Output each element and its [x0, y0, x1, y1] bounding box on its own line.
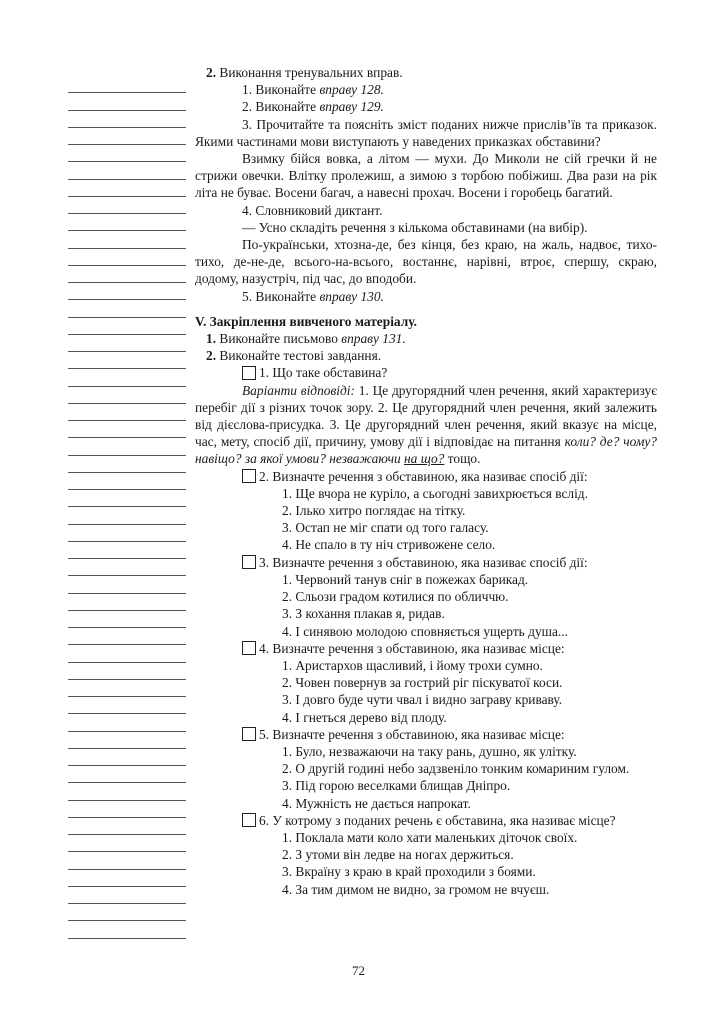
margin-note-line	[68, 111, 186, 128]
answer-checkbox[interactable]	[242, 813, 256, 827]
answer-option: 1. Аристархов щасливий, і йому трохи сумно.	[282, 657, 543, 673]
step-heading: 1. Виконайте письмово вправу 131.	[206, 331, 406, 347]
answer-option: 4. І гнеться дерево від плоду.	[282, 709, 447, 725]
answer-checkbox[interactable]	[242, 469, 256, 483]
margin-note-line	[68, 162, 186, 179]
margin-note-line	[68, 197, 186, 214]
margin-note-line	[68, 542, 186, 559]
margin-note-lines	[68, 76, 186, 939]
margin-note-line	[68, 611, 186, 628]
margin-note-line	[68, 249, 186, 266]
margin-note-line	[68, 663, 186, 680]
margin-note-line	[68, 387, 186, 404]
margin-note-line	[68, 732, 186, 749]
margin-note-line	[68, 835, 186, 852]
margin-note-line	[68, 921, 186, 938]
margin-note-line	[68, 525, 186, 542]
answer-option: 2. О другій годині небо задзвеніло тонким комариним гулом.	[282, 761, 630, 777]
margin-note-line	[68, 456, 186, 473]
margin-note-line	[68, 559, 186, 576]
answer-option: 3. І довго буде чути чвал і видно заграву криваву.	[282, 692, 563, 708]
margin-note-line	[68, 852, 186, 869]
test-question: 6. У котрому з поданих речень є обставина, яка називає місце?	[195, 812, 657, 829]
margin-note-line	[68, 628, 186, 645]
margin-note-line	[68, 283, 186, 300]
margin-note-line	[68, 594, 186, 611]
margin-note-line	[68, 214, 186, 231]
margin-note-line	[68, 266, 186, 283]
answer-option: 4. І синявою молодою сповняється ущерть душа...	[282, 623, 568, 639]
margin-note-line	[68, 231, 186, 248]
margin-note-line	[68, 300, 186, 317]
exercise-item: 1. Виконайте вправу 128.	[242, 82, 384, 98]
exercise-item: 4. Словниковий диктант.	[242, 202, 383, 218]
answer-option: 1. Червоний танув сніг в пожежах барикад.	[282, 571, 529, 587]
test-question: 4. Визначте речення з обставиною, яка називає місце:	[195, 640, 657, 657]
margin-note-line	[68, 404, 186, 421]
exercise-item: 2. Виконайте вправу 129.	[242, 99, 384, 115]
margin-note-line	[68, 421, 186, 438]
answer-option: 2. Сльози градом котилися по обличчю.	[282, 589, 509, 605]
margin-note-line	[68, 180, 186, 197]
answer-checkbox[interactable]	[242, 555, 256, 569]
margin-note-line	[68, 335, 186, 352]
margin-note-line	[68, 128, 186, 145]
task-text: — Усно складіть речення з кількома обставинами (на вибір).	[242, 219, 588, 235]
margin-note-line	[68, 749, 186, 766]
answer-option: 3. Під горою веселками блищав Дніпро.	[282, 778, 511, 794]
answer-option: 3. Вкраїну з краю в край проходили з боями.	[282, 864, 536, 880]
margin-note-line	[68, 369, 186, 386]
step-heading: 2. Виконайте тестові завдання.	[206, 348, 382, 364]
margin-note-line	[68, 887, 186, 904]
answer-option: 4. Мужність не дається напрокат.	[282, 795, 471, 811]
section-heading: V. Закріплення вивченого матеріалу.	[195, 313, 417, 329]
margin-note-line	[68, 507, 186, 524]
lesson-content	[195, 64, 657, 898]
answer-option: 4. За тим димом не видно, за громом не вчуєш.	[282, 881, 550, 897]
exercise-item: 5. Виконайте вправу 130.	[242, 288, 384, 304]
margin-note-line	[68, 697, 186, 714]
answer-option: 1. Поклала мати коло хати маленьких діточок своїх.	[282, 829, 578, 845]
margin-note-line	[68, 801, 186, 818]
margin-note-line	[68, 93, 186, 110]
answer-option: 1. Ще вчора не куріло, а сьогодні завихрюється вслід.	[282, 485, 588, 501]
test-question: 5. Визначте речення з обставиною, яка називає місце:	[195, 726, 657, 743]
margin-note-line	[68, 438, 186, 455]
answer-option: 2. Ілько хитро поглядає на тітку.	[282, 503, 466, 519]
margin-note-line	[68, 352, 186, 369]
step-heading: 2. Виконання тренувальних вправ.	[206, 65, 403, 80]
answer-checkbox[interactable]	[242, 641, 256, 655]
test-question: 2. Визначте речення з обставиною, яка називає спосіб дії:	[195, 468, 657, 485]
answer-checkbox[interactable]	[242, 727, 256, 741]
margin-note-line	[68, 818, 186, 835]
answer-option: 2. З утоми він ледве на ногах держиться.	[282, 847, 514, 863]
answer-option: 1. Було, незважаючи на таку рань, душно, як улітку.	[282, 743, 577, 759]
answer-option: 3. З кохання плакав я, ридав.	[282, 606, 445, 622]
answer-variants: Варіанти відповіді: 1. Це другорядний член речення, який характеризує перебіг дії з різних точок зору. 2. Це другорядний член речення, який залежить від дієслова-присудка. 3. Це другорядний член речення, який вказує на місце, час, мету, спосіб дії, причину, умову дії і відповідає на питання коли? де? чому? навіщо? за якої умови? незважаючи на що? тощо.	[195, 382, 658, 467]
test-question: 3. Визначте речення з обставиною, яка називає спосіб дії:	[195, 554, 657, 571]
answer-option: 4. Не спало в ту ніч стривожене село.	[282, 537, 496, 553]
dictation-words: По-українськи, хтозна-де, без кінця, без краю, на жаль, надвоє, тихо-тихо, де-не-де, всього-на-всього, востаннє, нарівні, втроє, спершу, скраю, додому, назустріч, під час, до вподоби.	[195, 237, 657, 287]
answer-option: 3. Остап не міг спати од того галасу.	[282, 520, 489, 536]
margin-note-line	[68, 904, 186, 921]
page-number: 72	[352, 963, 365, 978]
margin-note-line	[68, 145, 186, 162]
answer-checkbox[interactable]	[242, 366, 256, 380]
answer-option: 2. Човен повернув за гострий ріг піскуватої коси.	[282, 675, 563, 691]
margin-note-line	[68, 714, 186, 731]
margin-note-line	[68, 490, 186, 507]
task-text: 3. Прочитайте та поясніть зміст поданих нижче прислів’їв та приказок. Якими частинами мови виступають у наведених приказках обставини?	[195, 116, 657, 149]
margin-note-line	[68, 318, 186, 335]
margin-note-line	[68, 870, 186, 887]
test-question: 1. Що таке обставина?	[195, 364, 657, 381]
proverbs-text: Взимку бійся вовка, а літом — мухи. До Миколи не сій гречки й не стрижи овечки. Влітку пролежиш, а зимою з торбою побіжиш. Два рази на рік літа не буває. Восени багач, а навесні прохач. Восени і горобець багатий.	[195, 151, 657, 201]
margin-note-line	[68, 645, 186, 662]
margin-note-line	[68, 576, 186, 593]
margin-note-line	[68, 783, 186, 800]
margin-note-line	[68, 473, 186, 490]
margin-note-line	[68, 76, 186, 93]
margin-note-line	[68, 680, 186, 697]
margin-note-line	[68, 766, 186, 783]
